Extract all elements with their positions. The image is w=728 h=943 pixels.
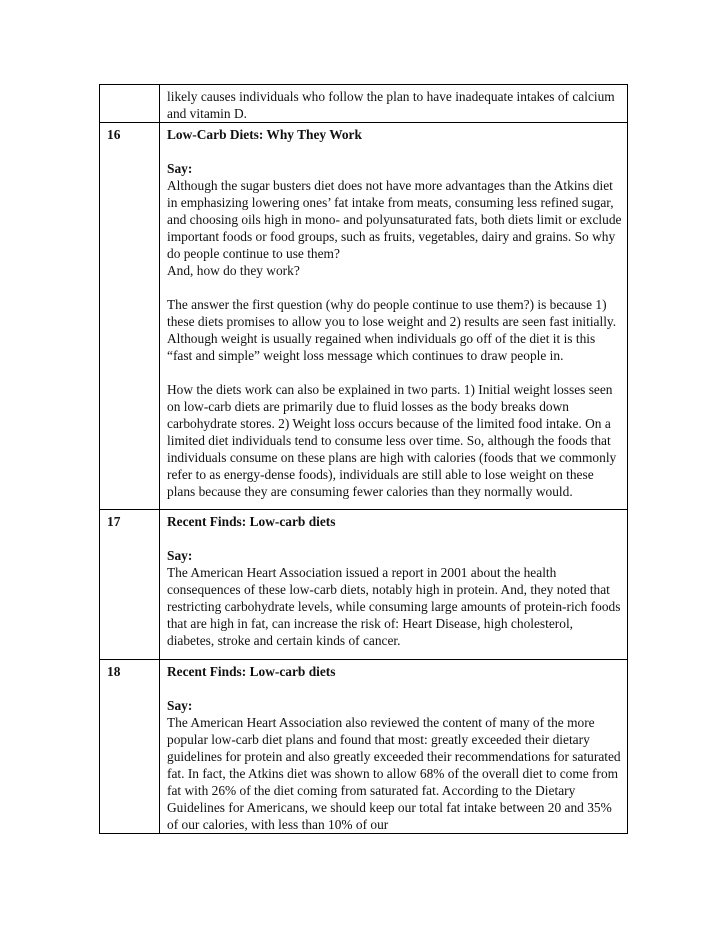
- table-row-slide-17: [100, 510, 628, 660]
- table-row-continued: [100, 85, 628, 123]
- notes-paragraph: How the diets work can also be explained in two parts. 1) Initial weight losses seen on low-carb diets are primarily due to fluid losses as the body breaks down carbohydrate stores. 2) Weight loss occurs because of the limited food intake. On a limited diet individuals tend to consume less over time. So, although the foods that individuals consume on these plans are high with calories (foods that we commonly refer to as energy-dense foods), individuals are still able to lose weight on these plans because they are consuming fewer calories than they normally would.: [167, 382, 617, 499]
- notes-paragraph: And, how do they work?: [167, 263, 300, 278]
- notes-paragraph: The American Heart Association also reviewed the content of many of the more popular low-carb diet plans and found that most: greatly exceeded their dietary guidelines for protein and also greatly exceeded their recommendations for saturated fat. In fact, the Atkins diet was shown to allow 68% of the overall diet to come from fat with 26% of the diet coming from saturated fat. According to the Dietary Guidelines for Americans, we should keep our total fat intake between 20 and 35% of our calories, with less than 10% of our: [167, 715, 621, 832]
- notes-cell: [160, 660, 628, 834]
- notes-paragraph: The answer the first question (why do people continue to use them?) is because 1) these diets promises to allow you to lose weight and 2) results are seen fast initially. Although weight is usually regained when individuals go off of the diet it is this “fast and simple” weight loss message which continues to draw people in.: [167, 297, 617, 363]
- say-label: Say:: [167, 548, 193, 563]
- slide-number-cell: 18: [100, 660, 160, 834]
- notes-paragraph: The American Heart Association issued a report in 2001 about the health consequences of these low-carb diets, notably high in protein. And, they noted that restricting carbohydrate levels, while consuming large amounts of protein-rich foods that are high in fat, can increase the risk of: Heart Disease, high cholesterol, diabetes, stroke and certain kinds of cancer.: [167, 565, 621, 648]
- table-row-slide-16: [100, 123, 628, 510]
- slide-title: Low-Carb Diets: Why They Work: [167, 127, 362, 142]
- say-label: Say:: [167, 698, 193, 713]
- slide-title: Recent Finds: Low-carb diets: [167, 514, 336, 529]
- say-label: Say:: [167, 161, 193, 176]
- table-row-slide-18: [100, 660, 628, 834]
- notes-paragraph: Although the sugar busters diet does not have more advantages than the Atkins diet in emphasizing lowering ones’ fat intake from meats, consuming less refined sugar, and choosing oils high in mono- and polyunsaturated fats, both diets limit or exclude important foods or food groups, such as fruits, vegetables, dairy and grains. So why do people continue to use them?: [167, 178, 622, 261]
- notes-paragraph: likely causes individuals who follow the plan to have inadequate intakes of calcium and vitamin D.: [167, 89, 615, 121]
- slide-number-cell: [100, 85, 160, 123]
- speaker-notes-table: [99, 84, 628, 834]
- slide-number-cell: 16: [100, 123, 160, 510]
- slide-number-cell: 17: [100, 510, 160, 660]
- slide-title: Recent Finds: Low-carb diets: [167, 664, 336, 679]
- notes-cell: [160, 85, 628, 123]
- notes-cell: [160, 510, 628, 660]
- notes-cell: [160, 123, 628, 510]
